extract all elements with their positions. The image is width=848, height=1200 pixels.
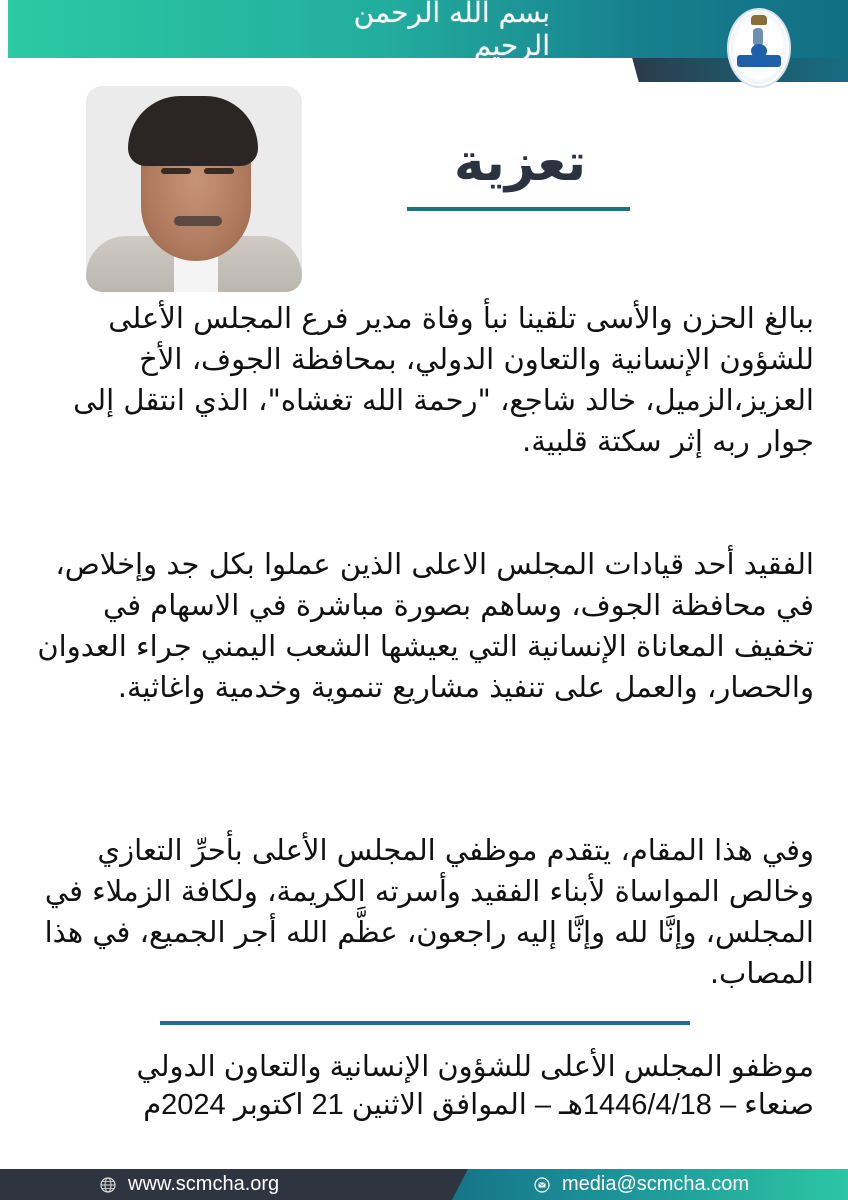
signature-date: صنعاء – 1446/4/18هـ – الموافق الاثنين 21 اكتوبر 2024م [143,1089,814,1121]
eagle-emblem-icon [751,15,767,25]
deceased-portrait-photo [86,86,302,292]
page-title: تعزية [453,133,587,193]
globe-icon [100,1177,116,1193]
footer-website-link[interactable] [100,1169,279,1200]
photo-hair [128,96,258,166]
signature-organization: موظفو المجلس الأعلى للشؤون الإنسانية والتعاون الدولي [136,1051,814,1083]
signature-divider [160,1021,690,1025]
photo-brow-left [161,168,191,174]
paragraph-condolences: وفي هذا المقام، يتقدم موظفي المجلس الأعلى بأحرِّ التعازي وخالص المواساة لأبناء الفقيد وأسرته الكريمة، ولكافة الزملاء في المجلس، وإنَّا لله وإنَّا إليه راجعون، عظَّم الله أجر الجميع، في هذا المصاب. [44,833,814,990]
footer-email-link[interactable] [534,1169,749,1200]
title-underline [407,207,630,211]
email-text: media@scmcha.com [562,1173,750,1195]
signature-block [36,1048,814,1124]
basmala-calligraphy: بسم الله الرحمن الرحيم [353,0,550,62]
envelope-icon [534,1177,550,1193]
ribbon-icon [737,55,781,67]
paragraph-tribute: الفقيد أحد قيادات المجلس الاعلى الذين عملوا بكل جد وإخلاص، في محافظة الجوف، وساهم بصورة مباشرة في الاسهام في تخفيف المعاناة الإنسانية التي يعيشها الشعب اليمني جراء العدوان والحصار، والعمل على تنفيذ مشاريع تنموية وخدمية واغاثية. [37,547,814,704]
council-emblem-logo [727,8,791,88]
photo-brow-right [204,168,234,174]
website-text: www.scmcha.org [128,1173,280,1195]
photo-mustache [174,216,222,226]
paragraph-announcement: ببالغ الحزن والأسى تلقينا نبأ وفاة مدير فرع المجلس الأعلى للشؤون الإنسانية والتعاون الدولي، بمحافظة الجوف، الأخ العزيز،الزميل، خالد شاجع، "رحمة الله تغشاه"، الذي انتقل إلى جوار ربه إثر سكتة قلبية. [73,301,814,458]
